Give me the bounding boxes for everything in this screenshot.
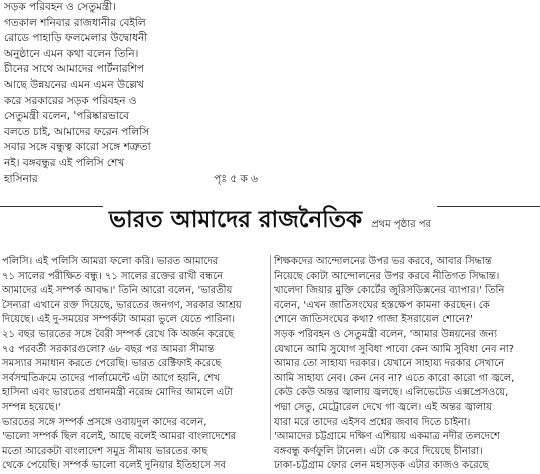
top-story-jump-line xyxy=(4,172,258,188)
top-story-line: গতকাল শনিবার রাজধানীর বেইলি xyxy=(4,16,146,29)
article-line: 'ভালো সম্পর্ক ছিল বলেই, আছে বলেই আমরা বাংলাদেশের xyxy=(2,431,237,443)
article-line: থেকে পেয়েছি। সম্পর্ক ভালো বলেই দুনিয়ার ইতিহাসে সব xyxy=(2,460,227,472)
article-line: বঙ্গবন্ধু কর্ণফুলি টানেল। এটা কে করে দিয়েছে চীনারা। xyxy=(274,445,483,457)
top-story-line: বলতে চাই, আমাদের ফরেন পলিসি xyxy=(4,125,150,138)
article-line: ঢাকা-চট্টগ্রাম ফোর লেন মহাসড়ক এটার কাজও করেছে xyxy=(274,460,489,472)
article-line: খালেদা জিয়ার মুক্তি কোর্টের জুরিসডিক্সনের ব্যাপার।' তিনি xyxy=(274,285,505,297)
continued-page-reference: পৃঃ ৫ ক ৬ xyxy=(214,172,258,185)
article-line: ভারতের সঙ্গে সম্পর্ক প্রসঙ্গে ওবায়দুল কাদের বলেন, xyxy=(2,416,207,428)
top-story-line: সবার সঙ্গে বন্ধুত্ব কারো সঙ্গে শত্রুতা xyxy=(4,141,151,154)
article-line: আমি সাহায্য নেব। কেন নেব না? এতে কারো কারো গা জ্বলে, xyxy=(274,372,515,384)
article-line: সর্বসম্মতিক্রমে তাদের পার্লামেন্টে এটা আগে হয়নি, শেখ xyxy=(2,372,221,384)
top-story-last-text: হাসিনার xyxy=(4,172,38,185)
article-line: কেউ কেউ অন্তর জ্বালায় জ্বলছে। এলিভেটেড এক্সপ্রেসওয়ে, xyxy=(274,387,509,399)
article-line: ২১ বছর ভারতের সঙ্গে বৈরী সম্পর্ক রেখে কি অর্জন করেছে xyxy=(2,328,235,340)
article-line: ৭১ সালের পরীক্ষিত বন্ধু। ৭১ সালের রক্তের রাখী বন্ধনে xyxy=(2,270,224,282)
top-story-line: নই। বঙ্গবন্ধুর এই পলিসি শেখ xyxy=(4,156,125,169)
top-story-line: চীনের সাথে আমাদের পার্টনারশিপ xyxy=(4,63,144,76)
article-line: পদ্মা সেতু, মেট্রোরেল দেখে গা জ্বলে। এই অন্তর জ্বালায় xyxy=(274,401,493,413)
article-line: সৈন্যরা এখানে রক্ত দিয়েছে, ভারতের জনগণ, সরকার আশ্রয় xyxy=(2,299,242,311)
article-line: যারা মরে তাদের এইসব প্রশ্নের জবাব দিতে চাইনা। xyxy=(274,416,471,428)
article-line: দিয়েছে। এই দু-সময়ের সম্পর্কটা আমরা ভুলে যেতে পারিনা। xyxy=(2,314,236,326)
article-line: শোনে জাতিসংঘের কথা? গাজা ইসরায়েল শোনে?' xyxy=(274,314,474,326)
article-line: মতো আরেকটা বাংলাদেশ সমুদ্র সীমায় ভারতের কাছ xyxy=(2,445,208,457)
top-story-line: করে সরকারের সড়ক পরিবহন ও xyxy=(4,94,137,107)
article-line: ৭৫ পরবর্তী সরকারগুলো? ৬৮ বছর পর আমরা সীমান্ত xyxy=(2,343,215,355)
article-line: 'আমাদের চট্টগ্রামে দক্ষিণ এশিয়ায় একমাত্র নদীর তলদেশে xyxy=(274,431,500,443)
continued-from-label: প্রথম পৃষ্ঠার পর xyxy=(371,219,432,230)
article-line: সমস্যার সমাধান করতে পেরেছি। ভারত রেক্টিফাই করেছে xyxy=(2,358,222,370)
article-column-right xyxy=(274,255,538,472)
headline-box xyxy=(103,200,437,240)
article-line: নিয়েছে কোটা আন্দোলনের উপর করবে নীতিগত সিদ্ধান্ত। xyxy=(274,270,500,282)
article-line: হাসিনা এবং ভারতের প্রধানমন্ত্রী নরেন্দ্র মোদির আমলে এটা xyxy=(2,387,233,399)
top-story-line: অনুষ্ঠানে এমন কথা বলেন তিনি। xyxy=(4,47,139,60)
top-story-line: সড়ক পরিবহন ও সেতুমন্ত্রী। xyxy=(4,1,117,13)
article-line: সম্পন্ন হয়েছে।' xyxy=(2,401,61,413)
article-column-left xyxy=(2,255,266,472)
article-line: বলেন, 'এখন জাতিসংঘের হস্তক্ষেপ কামনা করছেন। কে xyxy=(274,299,490,311)
top-story-line: আছে উন্নয়নের এমন এমন উল্লেখ xyxy=(4,78,144,91)
top-story-line: রোডে পাহাড়ি ফলমেলার উদ্বোধনী xyxy=(4,32,148,45)
article-line: আমার তো সাহায্য দরকার। যেখানে সাহায্য দরকার সেখানে xyxy=(274,358,505,370)
article-line: আমাদের এই সম্পর্ক আবদ্ধ।' তিনি আরো বলেন, 'ভারতীয় xyxy=(2,285,233,297)
column-divider xyxy=(270,255,271,440)
top-story-column xyxy=(4,0,258,190)
article-line: শিক্ষকদের আন্দোলনের উপর ভর করবে, আবার সিদ্ধান্ত xyxy=(274,256,492,267)
headline-row xyxy=(0,200,540,244)
top-story-line: সেতুমন্ত্রী বলেন, 'পরিষ্কারভাবে xyxy=(4,110,129,123)
article-line: যেখানে আমি সুযোগ সুবিধা পাবো কেন আমি সুবিধা নেব না? xyxy=(274,343,514,355)
article-line: সড়ক পরিবহন ও সেতুমন্ত্রী বলেন, 'আমার উন্নয়নের জন্য xyxy=(274,328,498,340)
article-line: পলিসি। এই পলিসি আমরা ফলো করি। ভারত আমাদের xyxy=(2,256,219,267)
article-headline: ভারত আমাদের রাজনৈতিক xyxy=(108,207,363,233)
